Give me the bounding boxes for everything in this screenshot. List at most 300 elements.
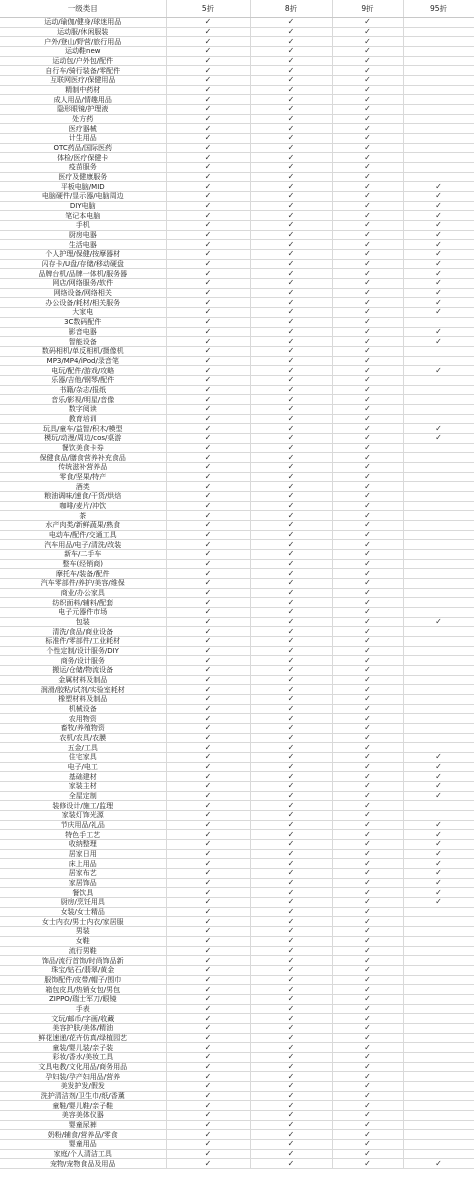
discount-cell (250, 356, 332, 366)
check-mark-icon: ✓ (435, 336, 442, 346)
check-mark-icon: ✓ (204, 278, 212, 288)
check-mark-icon: ✓ (287, 936, 295, 946)
table-row (0, 1033, 474, 1043)
discount-cell (166, 1081, 250, 1091)
check-mark-icon: ✓ (364, 394, 371, 404)
discount-cell (250, 56, 332, 66)
check-mark-icon: ✓ (204, 549, 212, 559)
category-cell: 网络设备/网络相关 (0, 288, 166, 298)
table-row (0, 424, 474, 434)
category-cell: 包装 (0, 617, 166, 627)
check-mark-icon: ✓ (287, 897, 295, 907)
check-mark-icon: ✓ (364, 17, 371, 27)
check-mark-icon: ✓ (287, 46, 295, 56)
category-cell: 厨房/烹饪用具 (0, 898, 166, 908)
discount-cell (250, 308, 332, 318)
check-mark-icon: ✓ (364, 1004, 371, 1013)
category-cell: 美发护发/假发 (0, 1081, 166, 1091)
category-cell: 童鞋/婴儿鞋/亲子鞋 (0, 1101, 166, 1111)
discount-cell (332, 85, 403, 95)
discount-cell (250, 288, 332, 298)
check-mark-icon: ✓ (287, 946, 295, 955)
check-mark-icon: ✓ (204, 723, 212, 733)
check-mark-icon: ✓ (287, 520, 295, 530)
discount-cell (403, 549, 474, 559)
discount-cell (403, 404, 474, 414)
table-row (0, 1101, 474, 1111)
discount-cell (250, 346, 332, 356)
check-mark-icon: ✓ (364, 926, 371, 936)
category-cell: 笔记本电脑 (0, 211, 166, 221)
discount-cell (332, 433, 403, 443)
table-row (0, 907, 474, 917)
discount-cell (403, 1043, 474, 1053)
category-cell: OTC药品/国际医药 (0, 143, 166, 153)
table-row (0, 143, 474, 153)
discount-cell (250, 849, 332, 859)
check-mark-icon: ✓ (287, 317, 295, 327)
check-mark-icon: ✓ (204, 404, 212, 414)
check-mark-icon: ✓ (204, 94, 212, 104)
discount-cell (166, 927, 250, 937)
check-mark-icon: ✓ (287, 849, 295, 859)
check-mark-icon: ✓ (287, 1091, 295, 1100)
category-cell: 数码相机/单反相机/摄像机 (0, 346, 166, 356)
check-mark-icon: ✓ (435, 887, 442, 897)
discount-cell (403, 37, 474, 47)
discount-cell (332, 375, 403, 385)
discount-cell (332, 878, 403, 888)
check-mark-icon: ✓ (287, 94, 295, 104)
table-row (0, 549, 474, 559)
discount-cell (166, 317, 250, 327)
check-mark-icon: ✓ (287, 27, 295, 36)
check-mark-icon: ✓ (204, 1129, 212, 1139)
discount-cell (250, 1023, 332, 1033)
table-row (0, 936, 474, 946)
check-mark-icon: ✓ (204, 336, 212, 346)
check-mark-icon: ✓ (287, 704, 295, 714)
check-mark-icon: ✓ (364, 742, 371, 752)
discount-cell (250, 501, 332, 511)
category-cell: 粮油调味/速食/干货/烘焙 (0, 491, 166, 501)
check-mark-icon: ✓ (364, 172, 371, 182)
category-cell: ZIPPO/瑞士军刀/眼镜 (0, 994, 166, 1004)
discount-cell (166, 772, 250, 782)
discount-cell (166, 965, 250, 975)
check-mark-icon: ✓ (204, 27, 212, 36)
discount-cell (250, 530, 332, 540)
check-mark-icon: ✓ (364, 375, 371, 385)
category-cell: 音乐/影视/明星/音像 (0, 395, 166, 405)
discount-cell (166, 424, 250, 434)
discount-cell (250, 182, 332, 192)
check-mark-icon: ✓ (287, 762, 295, 772)
discount-cell (332, 298, 403, 308)
discount-cell (166, 666, 250, 676)
discount-cell (250, 898, 332, 908)
table-row (0, 27, 474, 37)
check-mark-icon: ✓ (435, 278, 442, 288)
check-mark-icon: ✓ (287, 239, 295, 249)
discount-cell (166, 791, 250, 801)
check-mark-icon: ✓ (364, 617, 371, 626)
check-mark-icon: ✓ (204, 501, 212, 510)
check-mark-icon: ✓ (204, 733, 212, 743)
category-cell: 书籍/杂志/报纸 (0, 385, 166, 395)
discount-cell (332, 124, 403, 134)
check-mark-icon: ✓ (204, 259, 212, 269)
check-mark-icon: ✓ (204, 317, 212, 327)
discount-cell (250, 1120, 332, 1130)
table-row (0, 588, 474, 598)
discount-cell (332, 782, 403, 792)
table-row (0, 1159, 474, 1169)
discount-cell (166, 753, 250, 763)
table-row (0, 221, 474, 231)
discount-cell (403, 607, 474, 617)
discount-cell (250, 66, 332, 76)
discount-cell (250, 482, 332, 492)
check-mark-icon: ✓ (287, 249, 295, 259)
discount-cell (250, 569, 332, 579)
table-row (0, 1062, 474, 1072)
discount-cell (332, 985, 403, 995)
table-row (0, 192, 474, 202)
check-mark-icon: ✓ (287, 752, 295, 762)
category-cell: 个人护理/保健/按摩器材 (0, 250, 166, 260)
discount-cell (250, 85, 332, 95)
category-cell: 生活电器 (0, 240, 166, 250)
discount-cell (403, 424, 474, 434)
category-cell: 办公设备/耗材/相关服务 (0, 298, 166, 308)
check-mark-icon: ✓ (287, 385, 295, 394)
discount-cell (403, 472, 474, 482)
discount-cell (166, 782, 250, 792)
discount-cell (332, 1091, 403, 1101)
category-cell: 润滑/胶粘/试剂/实验室耗材 (0, 685, 166, 695)
discount-cell (403, 820, 474, 830)
discount-cell (403, 298, 474, 308)
discount-cell (166, 1052, 250, 1062)
category-cell: 奶粉/辅食/营养品/零食 (0, 1130, 166, 1140)
discount-cell (250, 656, 332, 666)
check-mark-icon: ✓ (287, 1139, 295, 1149)
category-cell: 住宅家具 (0, 753, 166, 763)
table-row (0, 782, 474, 792)
discount-cell (403, 346, 474, 356)
check-mark-icon: ✓ (364, 1052, 371, 1062)
table-row (0, 163, 474, 173)
discount-cell (403, 1081, 474, 1091)
category-cell: 节庆用品/礼品 (0, 820, 166, 830)
discount-cell (403, 578, 474, 588)
discount-cell (250, 240, 332, 250)
check-mark-icon: ✓ (204, 820, 212, 830)
check-mark-icon: ✓ (204, 1033, 212, 1042)
discount-cell (332, 956, 403, 966)
check-mark-icon: ✓ (364, 1062, 371, 1071)
category-cell: 模玩/动漫/周边/cos/桌游 (0, 433, 166, 443)
table-row (0, 1043, 474, 1053)
discount-cell (332, 1033, 403, 1043)
discount-cell (403, 511, 474, 521)
table-row (0, 462, 474, 472)
discount-cell (403, 337, 474, 347)
discount-cell (403, 559, 474, 569)
check-mark-icon: ✓ (204, 607, 212, 617)
check-mark-icon: ✓ (435, 781, 442, 791)
table-row (0, 240, 474, 250)
discount-cell (166, 830, 250, 840)
table-row (0, 317, 474, 327)
category-cell: 运动鞋new (0, 47, 166, 57)
discount-cell (250, 143, 332, 153)
table-row (0, 656, 474, 666)
discount-cell (332, 443, 403, 453)
discount-cell (403, 811, 474, 821)
check-mark-icon: ✓ (364, 452, 371, 462)
check-mark-icon: ✓ (287, 636, 295, 646)
category-cell: 户外/登山/野营/旅行用品 (0, 37, 166, 47)
category-cell: 鲜花速递/花卉仿真/绿植园艺 (0, 1033, 166, 1043)
discount-cell (250, 936, 332, 946)
discount-cell (166, 907, 250, 917)
discount-cell (250, 869, 332, 879)
discount-cell (250, 153, 332, 163)
check-mark-icon: ✓ (204, 771, 212, 781)
discount-cell (250, 675, 332, 685)
check-mark-icon: ✓ (287, 607, 295, 617)
discount-cell (250, 259, 332, 269)
discount-cell (403, 230, 474, 240)
check-mark-icon: ✓ (287, 297, 295, 307)
discount-cell (332, 491, 403, 501)
discount-cell (250, 511, 332, 521)
discount-cell (166, 143, 250, 153)
category-cell: 文具电教/文化用品/商务用品 (0, 1062, 166, 1072)
check-mark-icon: ✓ (435, 752, 442, 762)
check-mark-icon: ✓ (364, 133, 371, 143)
check-mark-icon: ✓ (287, 1158, 295, 1168)
check-mark-icon: ✓ (204, 491, 212, 501)
discount-cell (403, 878, 474, 888)
table-row (0, 646, 474, 656)
discount-cell (166, 994, 250, 1004)
discount-cell (166, 453, 250, 463)
discount-cell (332, 143, 403, 153)
table-row (0, 288, 474, 298)
check-mark-icon: ✓ (204, 752, 212, 762)
check-mark-icon: ✓ (364, 385, 371, 394)
category-cell: 男装 (0, 927, 166, 937)
table-row (0, 859, 474, 869)
check-mark-icon: ✓ (364, 530, 371, 539)
category-cell: 电子元器件市场 (0, 607, 166, 617)
discount-cell (332, 47, 403, 57)
discount-cell (250, 221, 332, 231)
discount-cell (250, 47, 332, 57)
check-mark-icon: ✓ (287, 481, 295, 491)
table-row (0, 1004, 474, 1014)
discount-cell (332, 395, 403, 405)
discount-cell (250, 743, 332, 753)
table-row (0, 898, 474, 908)
table-row (0, 501, 474, 511)
discount-cell (403, 433, 474, 443)
table-row (0, 927, 474, 937)
table-row (0, 559, 474, 569)
discount-cell (166, 540, 250, 550)
check-mark-icon: ✓ (287, 356, 295, 365)
discount-cell (332, 95, 403, 105)
discount-cell (166, 134, 250, 144)
check-mark-icon: ✓ (287, 723, 295, 733)
discount-cell (403, 250, 474, 260)
check-mark-icon: ✓ (204, 104, 212, 114)
discount-cell (250, 414, 332, 424)
discount-cell (166, 1014, 250, 1024)
check-mark-icon: ✓ (204, 210, 212, 220)
check-mark-icon: ✓ (435, 423, 442, 433)
check-mark-icon: ✓ (287, 684, 295, 694)
category-cell: 清洗/食品/商业设备 (0, 627, 166, 637)
check-mark-icon: ✓ (287, 143, 295, 153)
discount-cell (403, 259, 474, 269)
discount-cell (250, 404, 332, 414)
category-cell: 智能设备 (0, 337, 166, 347)
discount-cell (166, 559, 250, 569)
discount-cell (403, 637, 474, 647)
category-cell: 洗护清洁剂/卫生巾/纸/香薰 (0, 1091, 166, 1101)
discount-cell (250, 695, 332, 705)
check-mark-icon: ✓ (204, 694, 212, 704)
discount-cell (332, 76, 403, 86)
discount-cell (332, 898, 403, 908)
check-mark-icon: ✓ (287, 133, 295, 143)
discount-cell (332, 936, 403, 946)
check-mark-icon: ✓ (204, 346, 212, 356)
check-mark-icon: ✓ (287, 771, 295, 781)
discount-cell (332, 414, 403, 424)
table-row (0, 443, 474, 453)
check-mark-icon: ✓ (364, 201, 371, 211)
discount-cell (166, 1033, 250, 1043)
discount-cell (332, 646, 403, 656)
discount-cell (250, 337, 332, 347)
table-row (0, 801, 474, 811)
table-row (0, 985, 474, 995)
discount-cell (332, 617, 403, 627)
table-row (0, 230, 474, 240)
check-mark-icon: ✓ (204, 665, 212, 675)
check-mark-icon: ✓ (364, 317, 371, 327)
discount-cell (403, 656, 474, 666)
discount-cell (250, 269, 332, 279)
discount-cell (250, 733, 332, 743)
discount-cell (250, 1043, 332, 1053)
category-cell: 收纳整理 (0, 840, 166, 850)
discount-cell (332, 163, 403, 173)
discount-cell (166, 975, 250, 985)
discount-cell (403, 859, 474, 869)
discount-cell (166, 917, 250, 927)
category-cell: 自行车/骑行装备/零配件 (0, 66, 166, 76)
discount-cell (403, 733, 474, 743)
check-mark-icon: ✓ (204, 868, 212, 878)
discount-cell (403, 762, 474, 772)
check-mark-icon: ✓ (204, 365, 212, 375)
discount-cell (403, 1110, 474, 1120)
discount-cell (166, 733, 250, 743)
discount-cell (332, 578, 403, 588)
table-row (0, 1120, 474, 1130)
check-mark-icon: ✓ (287, 1004, 295, 1013)
discount-cell (166, 308, 250, 318)
discount-cell (332, 201, 403, 211)
category-cell: 闪存卡/U盘/存储/移动硬盘 (0, 259, 166, 269)
check-mark-icon: ✓ (364, 365, 371, 375)
discount-cell (332, 588, 403, 598)
check-mark-icon: ✓ (287, 268, 295, 278)
table-row (0, 733, 474, 743)
check-mark-icon: ✓ (204, 1023, 212, 1033)
discount-cell (332, 453, 403, 463)
discount-cell (332, 820, 403, 830)
category-cell: 服饰配件/皮带/帽子/围巾 (0, 975, 166, 985)
discount-cell (166, 1072, 250, 1082)
category-cell: 纺织面料/辅料/配套 (0, 598, 166, 608)
check-mark-icon: ✓ (287, 85, 295, 95)
discount-cell (403, 105, 474, 115)
discount-cell (166, 888, 250, 898)
check-mark-icon: ✓ (364, 829, 371, 839)
category-cell: 基础建材 (0, 772, 166, 782)
check-mark-icon: ✓ (364, 114, 371, 124)
table-row (0, 1072, 474, 1082)
discount-cell (250, 163, 332, 173)
discount-cell (166, 385, 250, 395)
check-mark-icon: ✓ (204, 230, 212, 240)
table-row (0, 724, 474, 734)
check-mark-icon: ✓ (364, 597, 371, 607)
discount-cell (250, 811, 332, 821)
check-mark-icon: ✓ (435, 762, 442, 772)
check-mark-icon: ✓ (204, 191, 212, 201)
discount-cell (332, 520, 403, 530)
category-cell: 电玩/配件/游戏/攻略 (0, 366, 166, 376)
check-mark-icon: ✓ (204, 781, 212, 791)
check-mark-icon: ✓ (435, 878, 442, 888)
discount-cell (403, 956, 474, 966)
check-mark-icon: ✓ (287, 36, 295, 46)
discount-cell (166, 163, 250, 173)
check-mark-icon: ✓ (287, 578, 295, 588)
check-mark-icon: ✓ (204, 268, 212, 278)
discount-cell (332, 366, 403, 376)
discount-cell (332, 114, 403, 124)
table-row (0, 337, 474, 347)
discount-cell (332, 182, 403, 192)
check-mark-icon: ✓ (287, 791, 295, 801)
discount-cell (332, 337, 403, 347)
check-mark-icon: ✓ (364, 646, 371, 655)
discount-cell (332, 1110, 403, 1120)
discount-cell (166, 346, 250, 356)
discount-cell (250, 462, 332, 472)
discount-cell (166, 66, 250, 76)
discount-cell (332, 1052, 403, 1062)
